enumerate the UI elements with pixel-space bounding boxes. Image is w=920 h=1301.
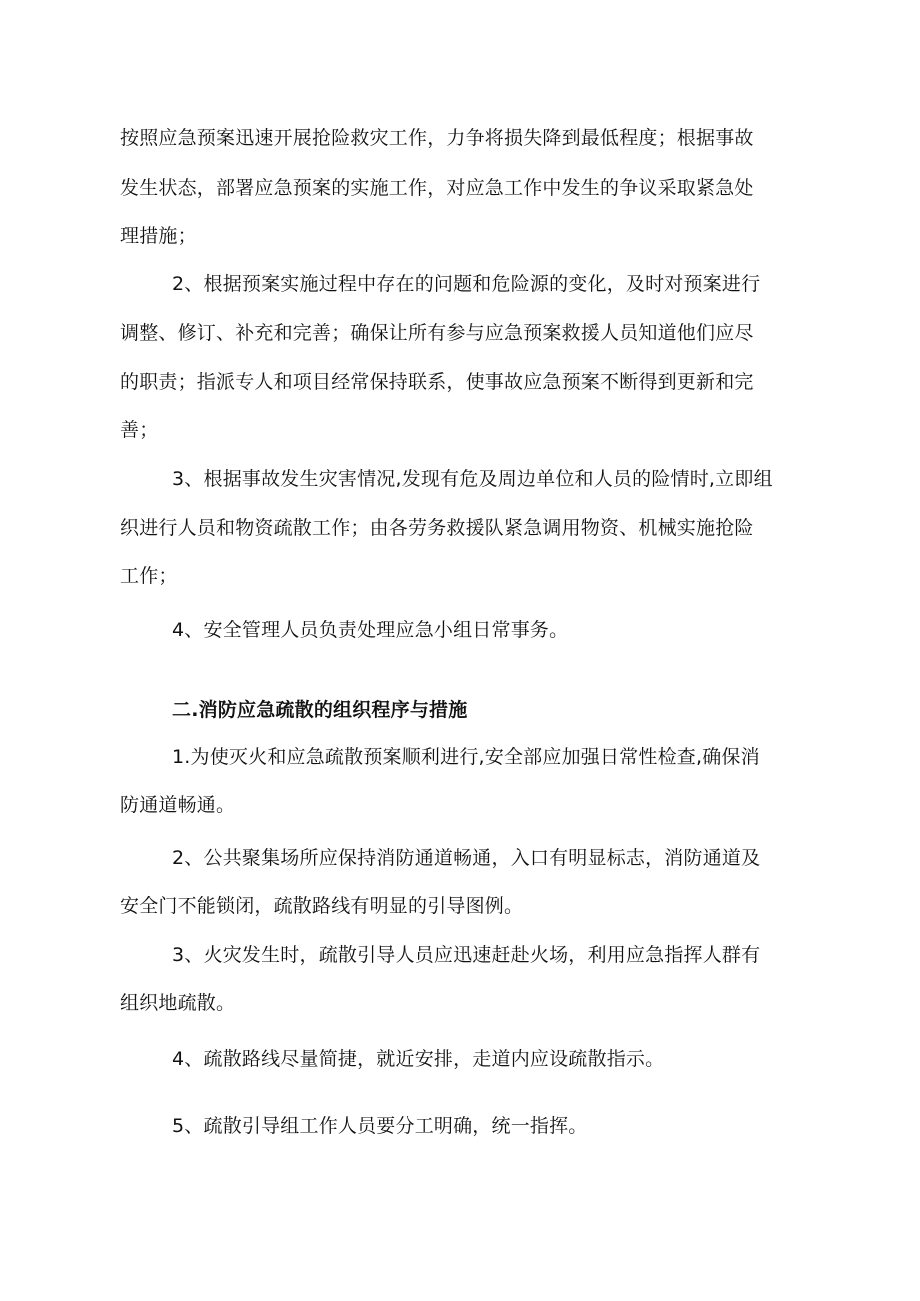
paragraph-line: 安全门不能锁闭，疏散路线有明显的引导图例。 [120, 895, 524, 917]
paragraph-line: 3、根据事故发生灾害情况,发现有危及周边单位和人员的险情时,立即组 [172, 468, 773, 490]
paragraph-line: 工作； [120, 565, 178, 587]
paragraph-line: 2、根据预案实施过程中存在的问题和危险源的变化，及时对预案进行 [172, 273, 761, 295]
paragraph-line: 防通道畅通。 [120, 794, 236, 816]
paragraph-line: 的职责；指派专人和项目经常保持联系，使事故应急预案不断得到更新和完 [120, 371, 754, 393]
paragraph-line: 按照应急预案迅速开展抢险救灾工作，力争将损失降到最低程度；根据事故 [120, 127, 754, 149]
paragraph-line: 善； [120, 419, 159, 441]
paragraph-line: 织进行人员和物资疏散工作；由各劳务救援队紧急调用物资、机械实施抢险 [120, 517, 754, 539]
paragraph-line: 3、火灾发生时，疏散引导人员应迅速赶赴火场，利用应急指挥人群有 [172, 944, 761, 966]
paragraph-line: 5、疏散引导组工作人员要分工明确，统一指挥。 [172, 1115, 588, 1137]
paragraph-line: 2、公共聚集场所应保持消防通道畅通，入口有明显标志，消防通道及 [172, 847, 761, 869]
section-heading: 二.消防应急疏散的组织程序与措施 [172, 699, 468, 721]
paragraph-line: 调整、修订、补充和完善；确保让所有参与应急预案救援人员知道他们应尽 [120, 322, 754, 344]
paragraph-line: 4、安全管理人员负责处理应急小组日常事务。 [172, 619, 569, 641]
paragraph-line: 4、疏散路线尽量简捷，就近安排，走道内应设疏散指示。 [172, 1048, 665, 1070]
paragraph-line: 理措施； [120, 225, 197, 247]
paragraph-line: 发生状态，部署应急预案的实施工作，对应急工作中发生的争议采取紧急处 [120, 177, 754, 199]
paragraph-line: 1.为使灭火和应急疏散预案顺利进行,安全部应加强日常性检查,确保消 [172, 746, 760, 768]
paragraph-line: 组织地疏散。 [120, 992, 236, 1014]
